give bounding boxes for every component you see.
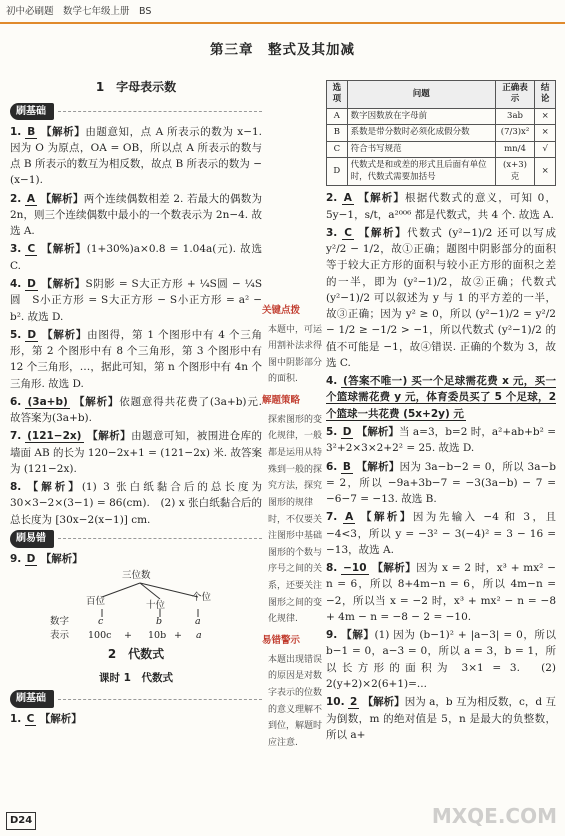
answer-item: 3. C 【解析】代数式 (y²−1)/2 还可以写成 y²/2 − 1/2，故①正确；题图中阴影部分的面积等于较大正方形的面积与较小正方形的面积之差的一半，即为 (y²−1)/2，故②正确；代数式 (y²−1)/2 可以叙述为 y 与 1 的平方差的一半，故③正确；因为 y² ≥ 0，所以 (y²−1)/2 = y²/2 − 1/2 ≥ −1/2 > −1，所以代数式 (y²−1)/2 的值不可能是 −1，故④错误. 正确的个数为 3，故选 C. [326, 226, 557, 369]
banner-divider [58, 111, 262, 112]
table-row: D 代数式是和或差的形式且后面有单位时，代数式需要加括号 (x+3) 克 × [327, 158, 556, 186]
note-body: 本题出现错误的原因是对数字表示的位数的意义理解不到位，解题时应注意. [268, 654, 323, 748]
watermark: MXQE.COM [431, 804, 557, 828]
answer-item: 5. D 【解析】由图得，第 1 个图形中有 4 个三角形，第 2 个图形中有 8 个三角形，第 3 个图形中有 12 个三角形，…，据此可知，第 n 个图形中有 4n 个三角形. 故选 D. [10, 328, 263, 390]
note-heading: 易错警示 [262, 635, 301, 647]
answer-item: 4. D 【解析】S阴影 = S大正方形 + ¼S圆 − ¼S圆 S小正方形 = S大正方形 − S小正方形 = a² − b². 故选 D. [10, 277, 263, 323]
answer-item: 1. C 【解析】 [10, 713, 82, 726]
diagram-ones: 个位 [192, 592, 212, 604]
diagram-plus: + [174, 630, 182, 642]
page-header [0, 0, 565, 26]
column-header: 结论 [535, 81, 556, 109]
column-header: 选项 [327, 81, 348, 109]
answer-item: 9. D 【解析】 [10, 552, 83, 565]
diagram-row-label: 数字 [50, 616, 70, 628]
lesson-title: 课时 1 代数式 [99, 671, 173, 684]
diagram-hundreds: 百位 [86, 596, 106, 608]
page-number: D24 [6, 812, 36, 830]
answer-item: 2. A 【解析】两个连续偶数相差 2. 若最大的偶数为 2n，则三个连续偶数中最小的一个数表示为 2n−4. 故选 A. [10, 192, 263, 238]
options-table [326, 80, 556, 186]
diagram-cell: b [156, 616, 163, 628]
answer-item: 5. D 【解析】当 a=3，b=2 时，a²+ab+b² = 3²+2×3×2+2² = 25. 故选 D. [326, 426, 557, 455]
answer-item: 9. 【解】(1) 因为 (b−1)² + |a−3| = 0，所以 b−1 = 0，a−3 = 0，所以 a = 3，b = 1，所以长方形的面积为 3×1 = 3. (2) 2(y+2)×2(6+1)=... [326, 629, 557, 690]
diagram-plus: + [124, 630, 132, 642]
table-row: A 数字因数放在字母前 3ab × [327, 108, 556, 124]
practice-banner [10, 103, 262, 121]
diagram-cell: 10b [148, 630, 167, 642]
error-banner [10, 530, 262, 548]
section-title: 2 代数式 [107, 647, 165, 662]
header-rule [0, 22, 565, 24]
answer-item: 7. A 【解析】因为先输入 −4 和 3，且 −4<3，所以 y = −3² − 3(−4)² = 3 − 16 = −13，故选 A. [326, 511, 556, 556]
answer-item: 10. 2 【解析】因为 a，b 互为相反数，c，d 互为倒数，m 的绝对值是 5，n 是最大的负整数，所以 a+ [326, 696, 557, 741]
answer-item: 8. 【解析】(1) 3 张白纸黏合后的总长度为 30×3−2×(3−1) = 86(cm). (2) x 张白纸黏合后的总长度为 [30x−2(x−1)] cm. [10, 481, 262, 526]
answer-item: 6. (3a+b) 【解析】依题意得共花费了(3a+b)元. 故答案为(3a+b). [10, 395, 263, 425]
answer-item: 7. (121−2x) 【解析】由题意可知，被围进仓库的墙面 AB 的长为 120−2x+1 = (121−2x) 米. 故答案为 (121−2x). [10, 430, 263, 475]
section-title: 1 字母表示数 [95, 80, 177, 94]
column-header: 问题 [347, 81, 495, 109]
column-header: 正确表示 [495, 81, 535, 109]
diagram-cell: a [195, 616, 201, 628]
table-row: B 系数是带分数时必须化成假分数 (7/3)x² × [327, 125, 556, 141]
note-body: 探索图形的变化规律，一般都是运用从特殊到一般的探究方法，探究图形的规律时，不仅要关注图形中基础图形的个数与序号之间的关系，还要关注图形之间的变化规律. [268, 414, 323, 625]
diagram-cell: a [196, 630, 202, 642]
answer-item: 8. −10 【解析】因为 x = 2 时，x³ + mx² − n = 6，所以 8+4m−n = 6，所以 4m−n = −2，所以当 x = −2 时，x³ + mx² − n = −8 + 4m − n = −8 − 2 = −10. [326, 562, 556, 623]
chapter-title: 第三章 整式及其加减 [210, 42, 355, 58]
practice-banner [10, 690, 262, 708]
right-column [326, 80, 556, 745]
diagram-row-label: 表示 [50, 630, 70, 642]
banner-divider [58, 538, 262, 539]
table-header-row [327, 81, 556, 109]
diagram-tens: 十位 [146, 600, 166, 612]
note-heading: 解题策略 [262, 395, 301, 407]
banner-label: 刷基础 [10, 690, 54, 708]
answer-item: 2. A 【解析】根据代数式的意义，可知 0，5y−1，s/t，a²⁰⁰⁶ 都是代数式，共 4 个. 故选 A. [326, 192, 557, 221]
note-heading: 关键点拨 [262, 305, 301, 316]
answer-item: 3. C 【解析】(1+30%)a×0.8 = 1.04a(元). 故选 C. [10, 243, 263, 272]
left-column [10, 76, 262, 729]
note-body: 本题中，可运用割补法求得图中阴影部分的面积. [268, 324, 323, 385]
diagram-cell: 100c [88, 630, 112, 642]
place-value-diagram [10, 569, 250, 641]
table-row: C 符合书写规范 mn/4 √ [327, 141, 556, 157]
banner-divider [58, 699, 262, 700]
header-text: 初中必刷题 数学七年级上册 BS [6, 6, 152, 17]
diagram-root: 三位数 [122, 570, 151, 582]
banner-label: 刷基础 [10, 103, 54, 121]
diagram-cell: c [98, 616, 104, 628]
answer-item: 6. B 【解析】因为 3a−b−2 = 0，所以 3a−b = 2，所以 −9a+3b−7 = −3(3a−b) − 7 = −6−7 = −13. 故选 B. [326, 460, 557, 506]
answer-item: 1. B 【解析】由题意知，点 A 所表示的数为 x−1. 因为 O 为原点，OA = OB，所以点 A 所表示的数与点 B 所表示的数互为相反数，故点 B 所表示的数为 −(x−1). [10, 125, 263, 187]
answer-item: 4. (答案不唯一) 买一个足球需花费 x 元，买一个篮球需花费 y 元，体育委员买了 5 个足球，2 个篮球一共花费 (5x+2y) 元 [326, 375, 556, 420]
banner-label: 刷易错 [10, 530, 54, 548]
side-notes [262, 300, 322, 755]
